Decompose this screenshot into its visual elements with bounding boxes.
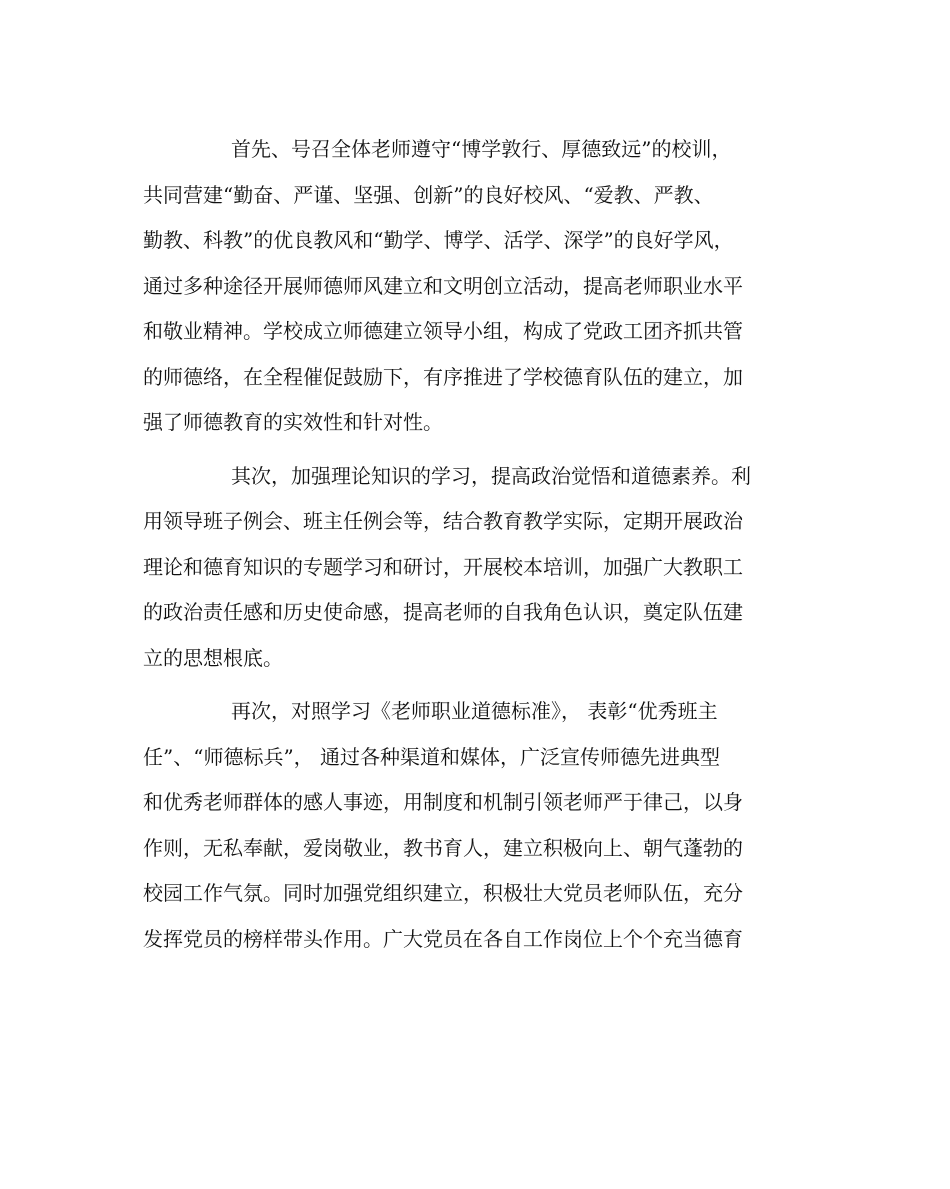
paragraph-1-line-5: 和敬业精神。学校成立师德建立领导小组，构成了党政工团齐抓共管 (143, 319, 743, 343)
paragraph-3-line-5: 校园工作气氛。同时加强党组织建立，积极壮大党员老师队伍，充分 (143, 881, 743, 905)
paragraph-2-line-4: 的政治责任感和历史使命感，提高老师的自我角色认识，奠定队伍建 (143, 600, 743, 624)
paragraph-3-line-4: 作则，无私奉献，爱岗敬业，教书育人，建立积极向上、朝气蓬勃的 (143, 835, 743, 860)
paragraph-1-line-3: 勤教、科教”的优良教风和“勤学、博学、活学、深学”的良好学风， (143, 228, 734, 252)
paragraph-3-line-6: 发挥党员的榜样带头作用。广大党员在各自工作岗位上个个充当德育 (143, 926, 743, 951)
paragraph-1-line-4: 通过多种途径开展师德师风建立和文明创立活动，提高老师职业水平 (143, 273, 743, 298)
paragraph-3-line-1: 再次，对照学习《老师职业道德标准》， 表彰“优秀班主 (231, 699, 718, 723)
paragraph-1-line-1: 首先、号召全体老师遵守“博学敦行、厚德致远”的校训， (231, 137, 732, 161)
paragraph-2-line-1: 其次，加强理论知识的学习，提高政治觉悟和道德素养。利 (231, 463, 751, 488)
document-body (143, 127, 807, 962)
paragraph-1-line-7: 强了师德教育的实效性和针对性。 (143, 410, 443, 434)
paragraph-2-line-2: 用领导班子例会、班主任例会等，结合教育教学实际，定期开展政治 (143, 509, 743, 533)
paragraph-2-line-3: 理论和德育知识的专题学习和研讨，开展校本培训，加强广大教职工 (143, 554, 743, 579)
paragraph-3-line-3: 和优秀老师群体的感人事迹，用制度和机制引领老师严于律己，以身 (143, 790, 743, 814)
paragraph-1-line-6: 的师德络，在全程催促鼓励下，有序推进了学校德育队伍的建立，加 (143, 364, 743, 389)
paragraph-1-line-2: 共同营建“勤奋、严谨、坚强、创新”的良好校风、“爱教、严教、 (143, 182, 714, 207)
paragraph-2-line-5: 立的思想根底。 (143, 645, 283, 670)
paragraph-3-line-2: 任”、“师德标兵”， 通过各种渠道和媒体，广泛宣传师德先进典型 (143, 744, 721, 769)
